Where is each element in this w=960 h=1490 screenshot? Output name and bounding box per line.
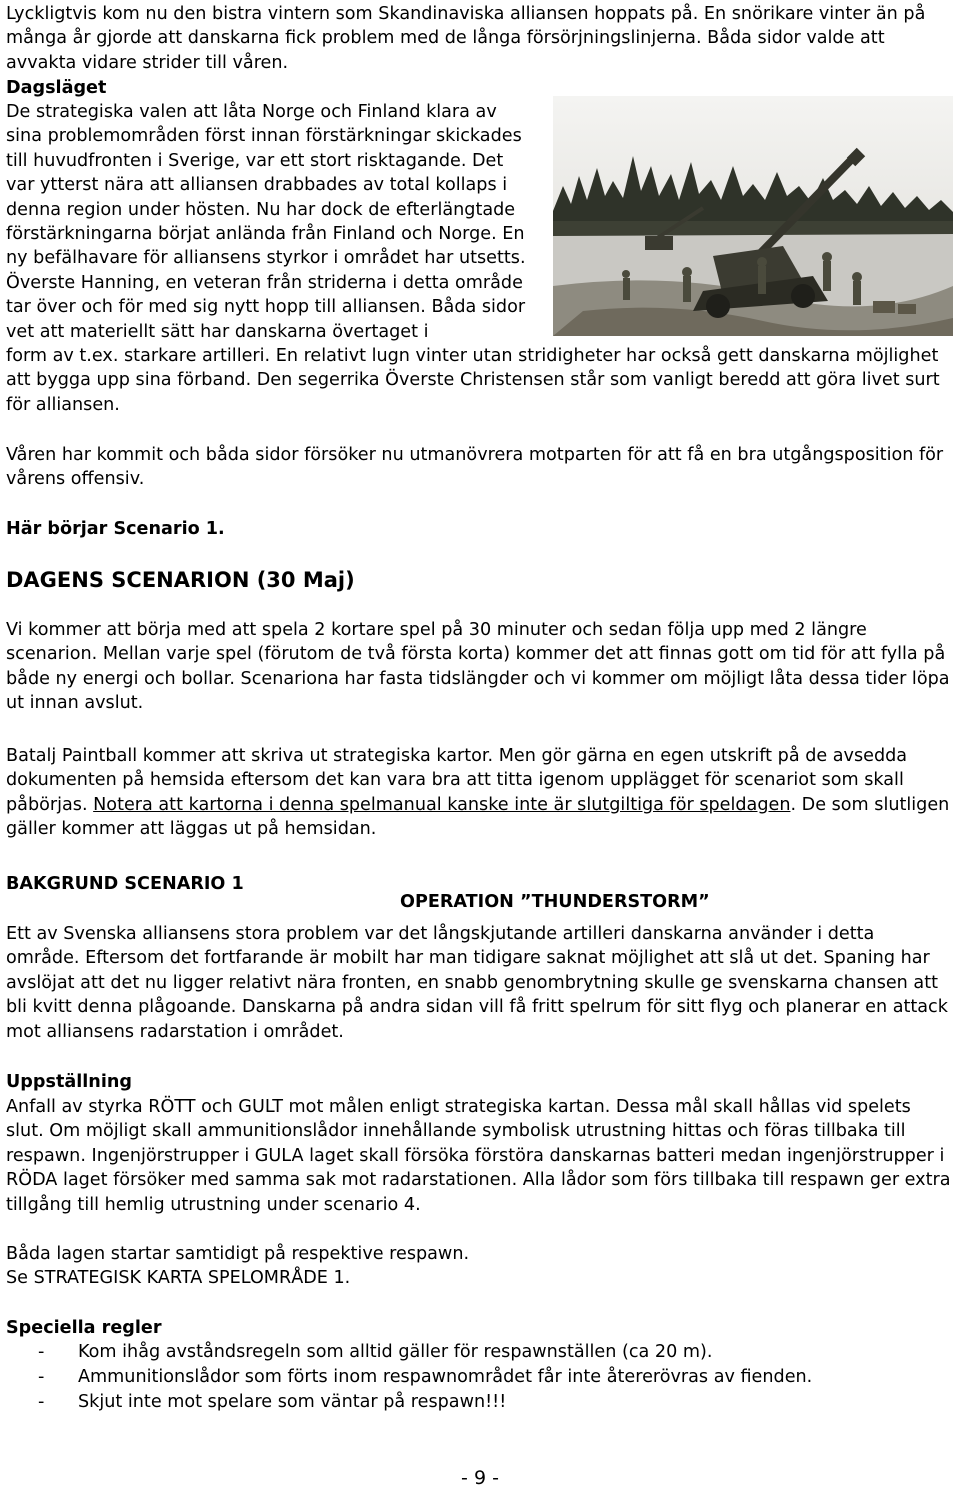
dagens-p2-text-a: Batalj Paintball kommer att skriva ut strategiska kartor. Men gör gärna en egen utskrift på de avsedda dokumenten på hemsida eftersom det kan vara bra att titta igenom upplägget för scenariot som skall påbörjas. (6, 746, 908, 815)
start-line-2: Se STRATEGISK KARTA SPELOMRÅDE 1. (6, 1268, 351, 1288)
operation-heading: OPERATION ”THUNDERSTORM” (400, 891, 710, 912)
bakgrund-paragraph: Ett av Svenska alliansens stora problem var det långskjutande artilleri danskarna använder i detta område. Eftersom det fortfarande är mobilt har man tidigare saknat möjlighet att slå ut det. Spaning har avslöjat att det nu ligger relativt nära fronten, en snabb genombrytning skulle ge svenskarna chansen att bli kvitt denna plågoande. Danskarna på andra sidan vill få fritt spelrum för sitt flyg och planerar en attack mot alliansens radarstation i området. (6, 924, 948, 1042)
uppstallning-paragraph: Anfall av styrka RÖTT och GULT mot målen enligt strategiska kartan. Dessa mål skall hållas vid spelets slut. Om möjligt skall ammunitionslådor innehållande symbolisk utrustning hittas och föras tillbaka till respawn. Ingenjörstrupper i GULA laget skall försöka förstöra danskarnas batteri medan ingenjörstrupper i RÖDA laget försöker med samma sak mot radarstationen. Alla lådor som förs tillbaka till respawn ger extra tillgång till hemlig utrustning under scenario 4. (6, 1097, 951, 1215)
page-number: - 9 - (461, 1467, 499, 1489)
start-line-1: Båda lagen startar samtidigt på respektive respawn. (6, 1244, 470, 1264)
dagslaget-continuation: form av t.ex. starkare artilleri. En relativt lugn vinter utan stridigheter har också gett danskarna möjlighet att bygga upp sina förband. Den segerrika Överste Christensen står som vanligt beredd att göra livet surt för alliansen. (6, 346, 940, 415)
list-item-text: Ammunitionslådor som förts inom respawnområdet får inte återerövras av fienden. (78, 1367, 813, 1387)
dagens-paragraph-2 (6, 744, 951, 842)
bakgrund-heading: BAKGRUND SCENARIO 1 (6, 874, 244, 894)
dagens-p2-underlined-note: Notera att kartorna i denna spelmanual kanske inte är slutgiltiga för speldagen (93, 794, 791, 815)
dagens-p2-text-b: . De som slutligen gäller kommer att läggas ut på hemsidan. (6, 794, 950, 840)
list-item-text: Skjut inte mot spelare som väntar på respawn!!! (78, 1392, 507, 1412)
speciella-regler-heading: Speciella regler (6, 1318, 162, 1338)
uppstallning-heading: Uppställning (6, 1072, 132, 1092)
scenario-start-line: Här börjar Scenario 1. (6, 519, 225, 539)
list-bullet: - (38, 1367, 45, 1387)
varen-paragraph: Våren har kommit och båda sidor försöker nu utmanövrera motparten för att få en bra utgångsposition för vårens offensiv. (6, 445, 944, 490)
list-bullet: - (38, 1342, 45, 1362)
intro-paragraph: Lyckligtvis kom nu den bistra vintern som Skandinaviska alliansen hoppats på. En snörikare vinter än på många år gjorde att danskarna fick problem med de långa försörjningslinjerna. Båda sidor valde att avvakta vidare strider till våren. (6, 4, 926, 73)
dagens-paragraph-1: Vi kommer att börja med att spela 2 kortare spel på 30 minuter och sedan följa upp med 2 längre scenarion. Mellan varje spel (förutom de två första korta) kommer det att finnas gott om tid för att fylla på både ny energi och bollar. Scenariona har fasta tidslängder och vi kommer om möjligt låta dessa tider löpa ut innan avslut. (6, 620, 950, 714)
artillery-photo (553, 96, 953, 336)
dagslaget-paragraph: De strategiska valen att låta Norge och Finland klara av sina problemområden först innan förstärkningar skickades till huvudfronten i Sverige, var ett stort risktagande. Det var ytterst nära att alliansen drabbades av total kollaps i denna region under hösten. Nu har dock de efterlängtade förstärkningarna börjat anlända från Finland och Norge. En ny befälhavare för alliansens styrkor i området har utsetts. Överste Hanning, en veteran från striderna i detta område tar över och för med sig nytt hopp till alliansen. Båda sidor vet att materiellt sätt har danskarna övertaget i (6, 102, 526, 342)
list-item-text: Kom ihåg avståndsregeln som alltid gäller för respawnställen (ca 20 m). (78, 1342, 713, 1362)
dagslaget-heading: Dagsläget (6, 78, 107, 98)
list-bullet: - (38, 1392, 45, 1412)
dagens-scenarion-heading: DAGENS SCENARION (30 Maj) (6, 568, 355, 592)
